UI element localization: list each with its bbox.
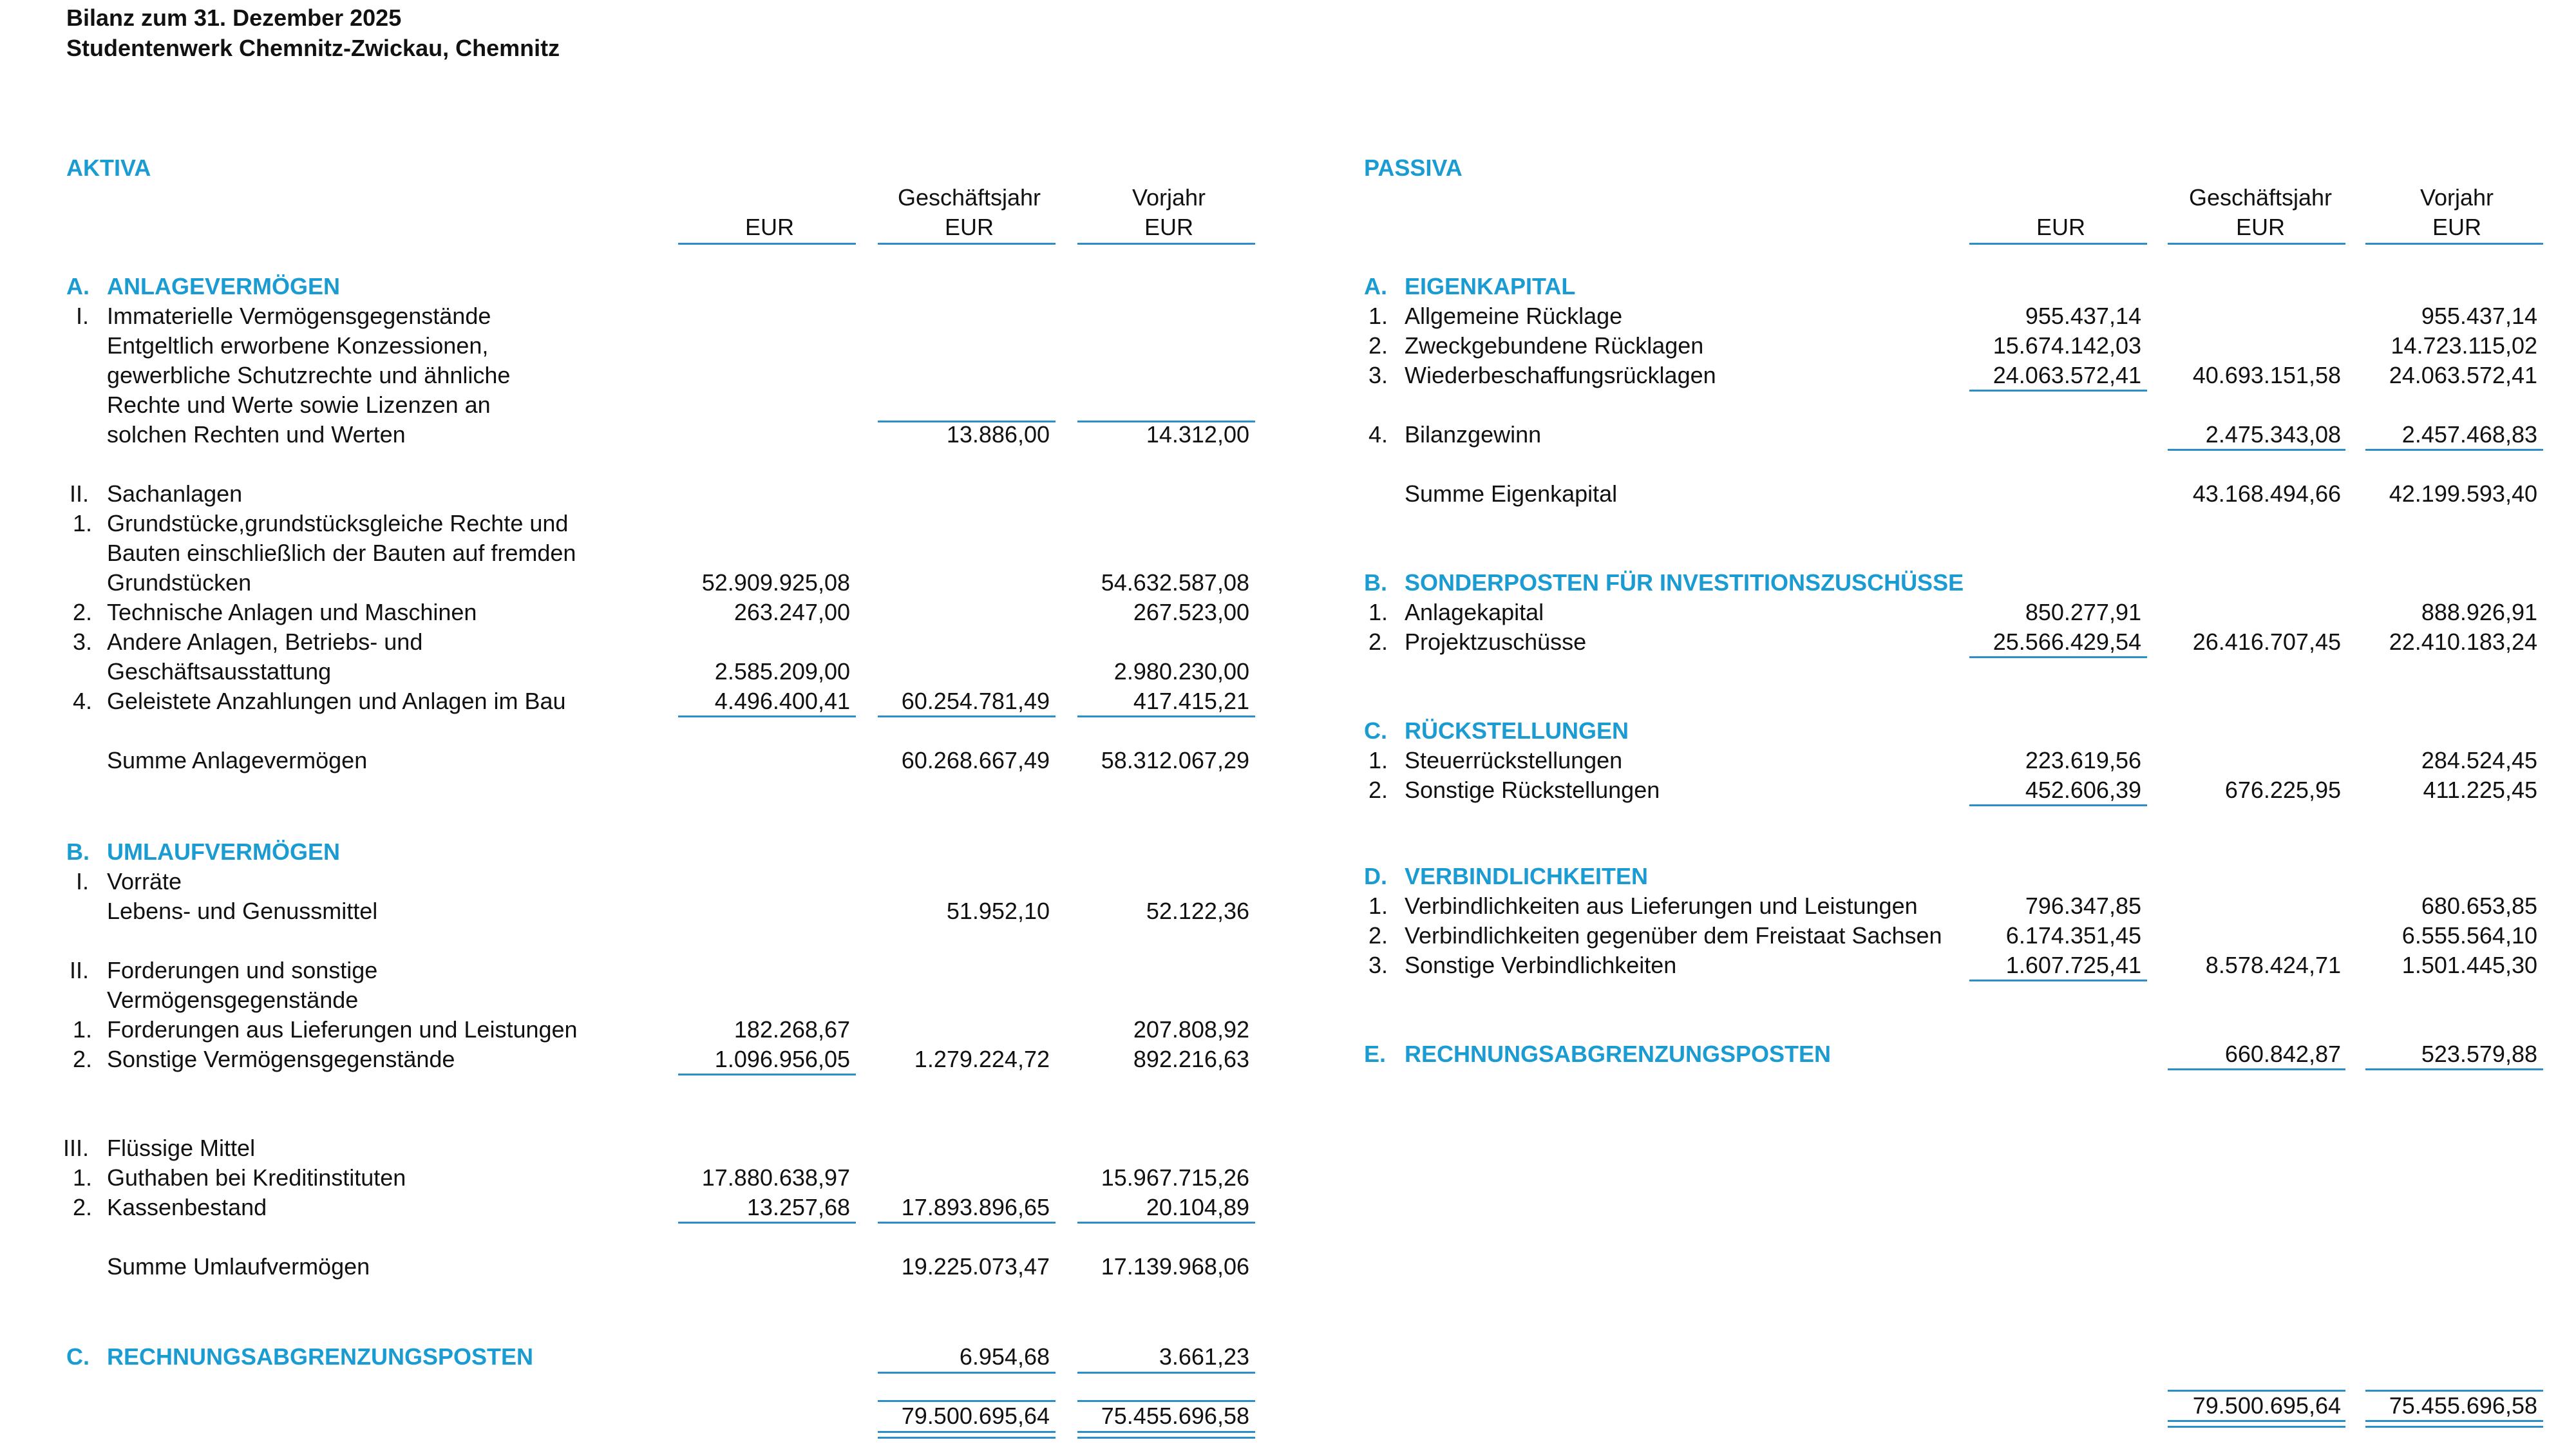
total-vj: 75.455.696,58 — [1101, 1403, 1249, 1429]
passiva-e-letter: E. — [1364, 1041, 1387, 1067]
row-label: Immaterielle Vermögensgegenstände — [107, 303, 491, 329]
total-topline — [878, 1400, 1056, 1402]
row-label: Sachanlagen — [107, 480, 243, 507]
aktiva-c-title: RECHNUNGSABGRENZUNGSPOSTEN — [107, 1343, 534, 1370]
passiva-col-gj-unit: EUR — [2235, 214, 2285, 240]
sum-vj: 58.312.067,29 — [1101, 747, 1249, 773]
value-eur: 25.566.429,54 — [1993, 629, 2141, 655]
value-gj: 2.475.343,08 — [2205, 421, 2341, 448]
passiva-col-vj-unit: EUR — [2432, 214, 2481, 240]
row-label: Rechte und Werte sowie Lizenzen an — [107, 392, 491, 418]
row-number: 2. — [73, 599, 93, 625]
passiva-header-underline — [2168, 243, 2345, 245]
sum-gj: 60.268.667,49 — [901, 747, 1050, 773]
row-label: Projektzuschüsse — [1405, 629, 1587, 655]
row-number: 1. — [73, 1016, 93, 1043]
passiva-header-underline — [2365, 243, 2543, 245]
row-label: Lebens- und Genussmittel — [107, 898, 378, 924]
value-eur: 24.063.572,41 — [1993, 362, 2141, 388]
passiva-b-letter: B. — [1364, 569, 1387, 596]
value-underline — [1077, 1222, 1255, 1224]
row-label: Andere Anlagen, Betriebs- und — [107, 629, 423, 655]
aktiva-a-title: ANLAGEVERMÖGEN — [107, 273, 341, 299]
row-label: Kassenbestand — [107, 1194, 267, 1220]
aktiva-col-vorjahr: Vorjahr — [1132, 184, 1206, 211]
value-eur: 4.496.400,41 — [714, 688, 850, 714]
row-number: 3. — [73, 629, 93, 655]
row-label: Anlagekapital — [1405, 599, 1544, 625]
row-number: 1. — [1368, 303, 1388, 329]
value-underline — [2168, 1068, 2345, 1070]
passiva-d-letter: D. — [1364, 863, 1387, 889]
value-eur: 15.674.142,03 — [1993, 332, 2141, 359]
row-number: 1. — [1368, 747, 1388, 773]
sum-gj: 19.225.073,47 — [901, 1253, 1050, 1280]
row-label: Geleistete Anzahlungen und Anlagen im Bau — [107, 688, 566, 714]
value-gj: 13.886,00 — [946, 421, 1050, 448]
row-label: Allgemeine Rücklage — [1405, 303, 1623, 329]
row-label: Guthaben bei Kreditinstituten — [107, 1164, 406, 1191]
value-eur: 13.257,68 — [746, 1194, 850, 1220]
aktiva-c-letter: C. — [66, 1343, 90, 1370]
aktiva-col-geschaeftsjahr: Geschäftsjahr — [897, 184, 1041, 211]
document-subtitle: Studentenwerk Chemnitz-Zwickau, Chemnitz — [66, 35, 560, 61]
aktiva-header-underline — [878, 243, 1056, 245]
row-number: II. — [70, 957, 90, 983]
value-eur: 850.277,91 — [2025, 599, 2141, 625]
value-eur: 2.585.209,00 — [714, 658, 850, 685]
row-label: Grundstücken — [107, 569, 252, 596]
value-gj: 26.416.707,45 — [2192, 629, 2341, 655]
value-gj: 6.954,68 — [959, 1343, 1050, 1370]
row-label: Forderungen aus Lieferungen und Leistungen — [107, 1016, 578, 1043]
passiva-col-eur-unit: EUR — [2036, 214, 2085, 240]
value-eur: 182.268,67 — [734, 1016, 850, 1043]
row-number: 2. — [1368, 922, 1388, 949]
total-gj: 79.500.695,64 — [901, 1403, 1050, 1429]
value-vj: 3.661,23 — [1159, 1343, 1249, 1370]
value-eur: 223.619,56 — [2025, 747, 2141, 773]
value-vj: 411.225,45 — [2423, 777, 2537, 803]
row-number: 3. — [1368, 362, 1388, 388]
sum-vj: 17.139.968,06 — [1101, 1253, 1249, 1280]
row-label: Steuerrückstellungen — [1405, 747, 1623, 773]
value-vj: 2.980.230,00 — [1113, 658, 1249, 685]
value-gj: 60.254.781,49 — [901, 688, 1050, 714]
row-label: Technische Anlagen und Maschinen — [107, 599, 477, 625]
value-underline — [2168, 449, 2345, 451]
passiva-header-underline — [1969, 243, 2147, 245]
value-underline — [2365, 449, 2543, 451]
row-label: gewerbliche Schutzrechte und ähnliche — [107, 362, 511, 388]
row-number: 1. — [1368, 893, 1388, 919]
value-gj: 1.279.224,72 — [914, 1046, 1050, 1072]
row-label: Flüssige Mittel — [107, 1135, 256, 1161]
value-eur: 955.437,14 — [2025, 303, 2141, 329]
passiva-c-title: RÜCKSTELLUNGEN — [1405, 717, 1629, 744]
row-number: 2. — [73, 1194, 93, 1220]
row-label: Geschäftsausstattung — [107, 658, 332, 685]
passiva-a-letter: A. — [1364, 273, 1387, 299]
value-vj: 284.524,45 — [2421, 747, 2537, 773]
row-number: I. — [76, 303, 90, 329]
value-eur: 17.880.638,97 — [701, 1164, 850, 1191]
value-underline — [1969, 390, 2147, 392]
aktiva-col-vj-unit: EUR — [1144, 214, 1193, 240]
total-topline — [2168, 1390, 2345, 1392]
aktiva-b-letter: B. — [66, 838, 90, 865]
row-number: 2. — [1368, 332, 1388, 359]
aktiva-a-letter: A. — [66, 273, 90, 299]
value-vj: 2.457.468,83 — [2401, 421, 2537, 448]
value-eur: 452.606,39 — [2025, 777, 2141, 803]
value-gj: 676.225,95 — [2224, 777, 2341, 803]
value-eur: 52.909.925,08 — [701, 569, 850, 596]
row-label: Sonstige Rückstellungen — [1405, 777, 1660, 803]
row-number: 1. — [73, 1164, 93, 1191]
row-number: 2. — [1368, 777, 1388, 803]
aktiva-header-underline — [678, 243, 856, 245]
value-vj: 52.122,36 — [1146, 898, 1249, 924]
row-label: Vermögensgegenstände — [107, 987, 359, 1013]
passiva-a-title: EIGENKAPITAL — [1405, 273, 1576, 299]
total-topline — [2365, 1390, 2543, 1392]
value-vj: 14.723.115,02 — [2391, 332, 2537, 359]
row-number: 2. — [73, 1046, 93, 1072]
value-gj: 40.693.151,58 — [2192, 362, 2341, 388]
value-vj: 955.437,14 — [2421, 303, 2537, 329]
passiva-col-geschaeftsjahr: Geschäftsjahr — [2188, 184, 2333, 211]
row-number: 2. — [1368, 629, 1388, 655]
value-gj: 8.578.424,71 — [2205, 952, 2341, 978]
value-eur: 1.096.956,05 — [714, 1046, 850, 1072]
row-label: Verbindlichkeiten gegenüber dem Freistaat Sachsen — [1405, 922, 1942, 949]
aktiva-col-eur-unit: EUR — [744, 214, 794, 240]
value-underline — [1969, 656, 2147, 658]
value-underline — [1969, 980, 2147, 981]
value-vj: 680.653,85 — [2421, 893, 2537, 919]
document-title: Bilanz zum 31. Dezember 2025 — [66, 5, 402, 31]
row-label: Entgeltlich erworbene Konzessionen, — [107, 332, 489, 359]
value-underline — [678, 1222, 856, 1224]
row-label: Forderungen und sonstige — [107, 957, 378, 983]
row-label: Sonstige Verbindlichkeiten — [1405, 952, 1677, 978]
sum-label: Summe Anlagevermögen — [107, 747, 368, 773]
value-gj: 660.842,87 — [2224, 1041, 2341, 1067]
sum-label: Summe Umlaufvermögen — [107, 1253, 370, 1280]
value-underline — [1969, 804, 2147, 806]
value-underline — [678, 715, 856, 717]
value-vj: 523.579,88 — [2421, 1041, 2537, 1067]
value-vj: 22.410.183,24 — [2389, 629, 2537, 655]
value-underline — [878, 1372, 1056, 1374]
value-vj: 14.312,00 — [1146, 421, 1249, 448]
value-vj: 6.555.564,10 — [2401, 922, 2537, 949]
value-underline — [2365, 1068, 2543, 1070]
value-gj: 51.952,10 — [946, 898, 1050, 924]
sum-label: Summe Eigenkapital — [1405, 480, 1618, 507]
row-number: I. — [76, 868, 90, 895]
value-vj: 207.808,92 — [1133, 1016, 1249, 1043]
passiva-b-title: SONDERPOSTEN FÜR INVESTITIONSZUSCHÜSSE — [1405, 569, 1964, 596]
total-double-underline — [2365, 1420, 2543, 1428]
total-vj: 75.455.696,58 — [2389, 1392, 2537, 1419]
value-underline — [878, 1222, 1056, 1224]
aktiva-col-gj-unit: EUR — [944, 214, 994, 240]
row-label: Sonstige Vermögensgegenstände — [107, 1046, 455, 1072]
row-number: III. — [63, 1135, 90, 1161]
row-label: Verbindlichkeiten aus Lieferungen und Leistungen — [1405, 893, 1918, 919]
value-vj: 24.063.572,41 — [2389, 362, 2537, 388]
row-label: Bauten einschließlich der Bauten auf fremden — [107, 540, 576, 566]
row-number: 1. — [1368, 599, 1388, 625]
row-label: Vorräte — [107, 868, 182, 895]
passiva-d-title: VERBINDLICHKEITEN — [1405, 863, 1649, 889]
value-underline — [1077, 715, 1255, 717]
total-topline — [1077, 1400, 1255, 1402]
value-eur: 1.607.725,41 — [2005, 952, 2141, 978]
row-number: 4. — [73, 688, 93, 714]
passiva-heading: PASSIVA — [1364, 155, 1463, 181]
value-eur: 796.347,85 — [2025, 893, 2141, 919]
total-double-underline — [2168, 1420, 2345, 1428]
passiva-c-letter: C. — [1364, 717, 1387, 744]
value-vj: 888.926,91 — [2421, 599, 2537, 625]
row-label: solchen Rechten und Werten — [107, 421, 406, 448]
passiva-col-vorjahr: Vorjahr — [2420, 184, 2494, 211]
value-underline — [1077, 1372, 1255, 1374]
total-double-underline — [1077, 1431, 1255, 1439]
row-label: Grundstücke,grundstücksgleiche Rechte und — [107, 510, 569, 536]
aktiva-heading: AKTIVA — [66, 155, 151, 181]
aktiva-header-underline — [1077, 243, 1255, 245]
value-eur: 6.174.351,45 — [2005, 922, 2141, 949]
row-label: Bilanzgewinn — [1405, 421, 1542, 448]
total-double-underline — [878, 1431, 1056, 1439]
row-number: 4. — [1368, 421, 1388, 448]
row-number: 3. — [1368, 952, 1388, 978]
value-vj: 417.415,21 — [1133, 688, 1249, 714]
value-vj: 54.632.587,08 — [1101, 569, 1249, 596]
value-vj: 1.501.445,30 — [2401, 952, 2537, 978]
row-number: II. — [70, 480, 90, 507]
value-eur: 263.247,00 — [734, 599, 850, 625]
value-vj: 892.216,63 — [1133, 1046, 1249, 1072]
value-gj: 17.893.896,65 — [901, 1194, 1050, 1220]
sum-gj: 43.168.494,66 — [2192, 480, 2341, 507]
total-gj: 79.500.695,64 — [2192, 1392, 2341, 1419]
aktiva-b-title: UMLAUFVERMÖGEN — [107, 838, 340, 865]
row-label: Wiederbeschaffungsrücklagen — [1405, 362, 1716, 388]
sum-vj: 42.199.593,40 — [2389, 480, 2537, 507]
value-underline — [878, 715, 1056, 717]
passiva-e-title: RECHNUNGSABGRENZUNGSPOSTEN — [1405, 1041, 1832, 1067]
row-label: Zweckgebundene Rücklagen — [1405, 332, 1704, 359]
value-underline — [678, 1074, 856, 1075]
value-vj: 267.523,00 — [1133, 599, 1249, 625]
row-number: 1. — [73, 510, 93, 536]
value-vj: 20.104,89 — [1146, 1194, 1249, 1220]
value-vj: 15.967.715,26 — [1101, 1164, 1249, 1191]
